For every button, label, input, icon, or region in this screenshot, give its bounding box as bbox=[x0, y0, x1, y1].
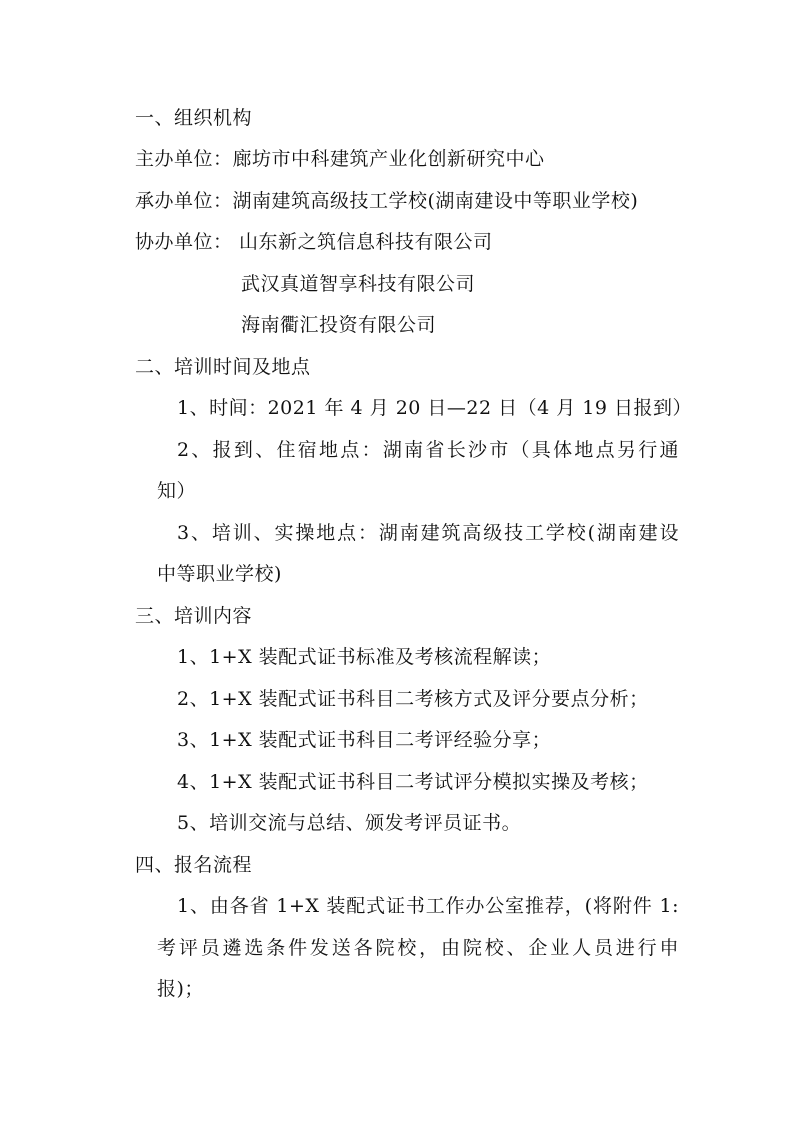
content-item: 1、1+X 装配式证书标准及考核流程解读； bbox=[177, 646, 552, 668]
co-organizer-line: 武汉真道智享科技有限公司 bbox=[241, 273, 476, 295]
co-organizer-line: 海南衢汇投资有限公司 bbox=[241, 314, 437, 336]
section-heading-organization: 一、组织机构 bbox=[135, 107, 253, 129]
time-line: 1、时间：2021 年 4 月 20 日—22 日（4 月 19 日报到） bbox=[177, 397, 693, 419]
content-item: 3、1+X 装配式证书科目二考评经验分享； bbox=[177, 729, 552, 751]
checkin-location-line: 2、报到、住宿地点：湖南省长沙市（具体地点另行通 bbox=[177, 439, 679, 461]
content-item: 2、1+X 装配式证书科目二考核方式及评分要点分析； bbox=[177, 688, 649, 710]
content-item: 5、培训交流与总结、颁发考评员证书。 bbox=[177, 812, 522, 834]
checkin-location-line-continued: 知） bbox=[157, 480, 197, 502]
training-location-line-continued: 中等职业学校) bbox=[157, 563, 282, 585]
co-organizer-unit-line: 协办单位： 山东新之筑信息科技有限公司 bbox=[135, 231, 493, 253]
registration-step-line-continued: 考评员遴选条件发送各院校，由院校、企业人员进行申 bbox=[157, 937, 679, 959]
organizer-unit-line: 承办单位：湖南建筑高级技工学校(湖南建设中等职业学校) bbox=[135, 190, 639, 212]
content-item: 4、1+X 装配式证书科目二考试评分模拟实操及考核； bbox=[177, 771, 649, 793]
section-heading-registration: 四、报名流程 bbox=[135, 854, 253, 876]
registration-step-line: 1、由各省 1+X 装配式证书工作办公室推荐，(将附件 1: bbox=[177, 895, 679, 917]
registration-step-line-end: 报)； bbox=[157, 978, 204, 1000]
section-heading-training-content: 三、培训内容 bbox=[135, 605, 253, 627]
training-location-line: 3、培训、实操地点：湖南建筑高级技工学校(湖南建设 bbox=[177, 522, 679, 544]
host-unit-line: 主办单位：廊坊市中科建筑产业化创新研究中心 bbox=[135, 148, 545, 170]
section-heading-time-location: 二、培训时间及地点 bbox=[135, 356, 311, 378]
